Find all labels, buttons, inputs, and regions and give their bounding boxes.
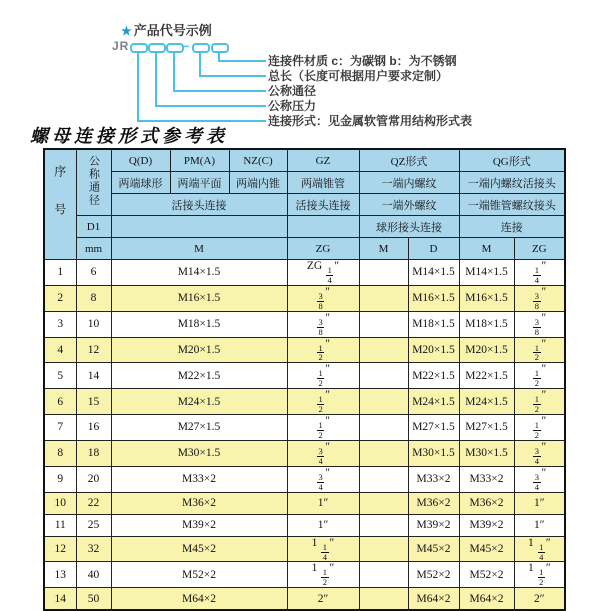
table-row [44, 389, 565, 415]
cell-qz-m [359, 260, 408, 286]
cell-m: M20×1.5 [111, 337, 287, 363]
cell-qg-m: M45×2 [459, 536, 514, 562]
cell-qz-d: M24×1.5 [408, 389, 459, 415]
cell-gz: 1 $\frac{1}{2}$ ″ [287, 562, 359, 588]
header-gz-conn: 活接头连接 [287, 194, 359, 216]
cell-qg-m: M20×1.5 [459, 337, 514, 363]
cell-m: M18×1.5 [111, 311, 287, 337]
cell-qg-zg: 2″ [514, 588, 565, 611]
cell-dn: 6 [76, 260, 111, 286]
cell-gz: $\frac{1}{2}$ ″ [287, 337, 359, 363]
cell-no: 9 [44, 466, 76, 492]
cell-no: 8 [44, 440, 76, 466]
cell-qg-m: M36×2 [459, 492, 514, 514]
cell-qz-m [359, 389, 408, 415]
cell-qz-m [359, 285, 408, 311]
header-pm-sub: 两端平面 [170, 172, 229, 194]
code-box-1 [130, 43, 148, 53]
label-total-length: 总长（长度可根据用户要求定制） [268, 69, 449, 83]
cell-m: M24×1.5 [111, 389, 287, 415]
cell-m: M22×1.5 [111, 363, 287, 389]
cell-dn: 15 [76, 389, 111, 415]
cell-no: 13 [44, 562, 76, 588]
header-qz: QZ形式 [359, 149, 459, 172]
cell-qg-m: M39×2 [459, 514, 514, 536]
cell-no: 14 [44, 588, 76, 611]
table-row [44, 466, 565, 492]
cell-qz-m [359, 415, 408, 441]
cell-qg-m: M64×2 [459, 588, 514, 611]
diagram-title [121, 20, 212, 39]
cell-no: 1 [44, 260, 76, 286]
cell-m: M16×1.5 [111, 285, 287, 311]
cell-no: 10 [44, 492, 76, 514]
cell-qz-d: M18×1.5 [408, 311, 459, 337]
header-gz: GZ [287, 149, 359, 172]
table-row [44, 514, 565, 536]
cell-qz-m [359, 337, 408, 363]
connector-line [155, 51, 157, 107]
table-title: 螺母连接形式参考表 [30, 126, 228, 146]
cell-qg-zg: $\frac{1}{4}$ ″ [514, 260, 565, 286]
cell-qg-zg: $\frac{1}{2}$ ″ [514, 415, 565, 441]
table-row [44, 285, 565, 311]
cell-m: M33×2 [111, 466, 287, 492]
header-d1: D1 [76, 216, 111, 238]
cell-no: 2 [44, 285, 76, 311]
cell-qg-m: M24×1.5 [459, 389, 514, 415]
table-row [44, 440, 565, 466]
cell-dn: 14 [76, 363, 111, 389]
cell-qg-zg: 1 $\frac{1}{4}$ ″ [514, 536, 565, 562]
cell-qz-d: M45×2 [408, 536, 459, 562]
cell-qz-m [359, 440, 408, 466]
cell-dn: 16 [76, 415, 111, 441]
cell-gz: 1 $\frac{1}{4}$ ″ [287, 536, 359, 562]
table-header [44, 149, 565, 260]
cell-qz-d: M22×1.5 [408, 363, 459, 389]
cell-qg-m: M22×1.5 [459, 363, 514, 389]
cell-gz: 2″ [287, 588, 359, 611]
header-qz-conn: 球形接头连接 [359, 216, 459, 238]
header-qz-d: D [408, 238, 459, 260]
cell-qg-m: M27×1.5 [459, 415, 514, 441]
header-nz: NZ(C) [229, 149, 287, 172]
header-mm: mm [76, 238, 111, 260]
cell-dn: 50 [76, 588, 111, 611]
cell-m: M30×1.5 [111, 440, 287, 466]
code-box-4 [192, 43, 210, 53]
cell-qz-d: M33×2 [408, 466, 459, 492]
header-qg-conn: 连接 [459, 216, 565, 238]
header-seq [44, 149, 76, 260]
label-connection-form: 连接形式：见金属软管常用结构形式表 [268, 114, 473, 128]
cell-qg-zg: $\frac{3}{4}$ ″ [514, 466, 565, 492]
table-row [44, 311, 565, 337]
cell-qg-zg: 1″ [514, 492, 565, 514]
code-prefix: JR [112, 39, 130, 53]
label-nominal-pressure: 公称压力 [268, 99, 317, 113]
cell-qz-m [359, 311, 408, 337]
star-icon: ★ [121, 24, 132, 38]
nut-connection-table [43, 148, 566, 611]
cell-no: 5 [44, 363, 76, 389]
connector-line [137, 51, 139, 122]
cell-dn: 20 [76, 466, 111, 492]
connector-line [173, 90, 266, 92]
cell-qg-m: M16×1.5 [459, 285, 514, 311]
cell-qz-d: M16×1.5 [408, 285, 459, 311]
header-empty-gz [287, 216, 359, 238]
connector-line [173, 51, 175, 92]
table-row [44, 363, 565, 389]
cell-qg-zg: $\frac{3}{4}$ ″ [514, 440, 565, 466]
cell-qg-m: M33×2 [459, 466, 514, 492]
cell-no: 6 [44, 389, 76, 415]
cell-gz: $\frac{3}{8}$ ″ [287, 285, 359, 311]
cell-qz-d: M52×2 [408, 562, 459, 588]
table-row [44, 415, 565, 441]
label-material: 连接件材质 c：为碳钢 b：为不锈钢 [268, 54, 457, 68]
cell-qz-d: M39×2 [408, 514, 459, 536]
cell-no: 3 [44, 311, 76, 337]
code-box-2 [148, 43, 166, 53]
code-box-5 [211, 43, 229, 53]
cell-qz-d: M20×1.5 [408, 337, 459, 363]
cell-qz-m [359, 514, 408, 536]
table-row [44, 492, 565, 514]
cell-dn: 32 [76, 536, 111, 562]
cell-dn: 25 [76, 514, 111, 536]
header-qg-m: M [459, 238, 514, 260]
header-qg-sub2: 一端锥管螺纹接头 [459, 194, 565, 216]
cell-dn: 10 [76, 311, 111, 337]
table-row [44, 562, 565, 588]
cell-qg-m: M30×1.5 [459, 440, 514, 466]
header-dn [76, 149, 111, 216]
cell-qg-m: M52×2 [459, 562, 514, 588]
header-qg-zg: ZG [514, 238, 565, 260]
table-row [44, 260, 565, 286]
cell-gz: 1″ [287, 492, 359, 514]
cell-qg-zg: $\frac{1}{2}$ ″ [514, 337, 565, 363]
header-q: Q(D) [111, 149, 170, 172]
header-zg: ZG [287, 238, 359, 260]
header-qz-sub1: 一端内螺纹 [359, 172, 459, 194]
cell-qz-d: M27×1.5 [408, 415, 459, 441]
cell-qg-zg: $\frac{3}{8}$ ″ [514, 311, 565, 337]
cell-dn: 12 [76, 337, 111, 363]
cell-qz-m [359, 466, 408, 492]
diagram-title-text: 产品代号示例 [133, 23, 212, 38]
header-empty-left [111, 216, 287, 238]
table-row [44, 588, 565, 611]
cell-qz-d: M30×1.5 [408, 440, 459, 466]
header-union-conn: 活接头连接 [111, 194, 287, 216]
cell-qz-d: M14×1.5 [408, 260, 459, 286]
cell-gz: $\frac{1}{2}$ ″ [287, 389, 359, 415]
header-seq-text: 序号 [52, 165, 67, 241]
cell-no: 12 [44, 536, 76, 562]
header-dn-text: 公称通径 [87, 155, 100, 207]
cell-dn: 40 [76, 562, 111, 588]
cell-qg-zg: 1 $\frac{1}{2}$ ″ [514, 562, 565, 588]
table-row [44, 536, 565, 562]
cell-qg-zg: $\frac{3}{8}$ ″ [514, 285, 565, 311]
header-gz-sub: 两端锥管 [287, 172, 359, 194]
cell-m: M39×2 [111, 514, 287, 536]
cell-m: M45×2 [111, 536, 287, 562]
label-nominal-diameter: 公称通径 [268, 84, 317, 98]
cell-qg-zg: $\frac{1}{2}$ ″ [514, 363, 565, 389]
cell-qz-m [359, 363, 408, 389]
cell-qz-m [359, 536, 408, 562]
cell-qz-m [359, 492, 408, 514]
cell-dn: 18 [76, 440, 111, 466]
cell-gz: ZG $\frac{1}{4}$ ″ [287, 260, 359, 286]
cell-gz: $\frac{3}{4}$ ″ [287, 466, 359, 492]
header-m: M [111, 238, 287, 260]
connector-line [155, 105, 266, 107]
cell-qz-d: M36×2 [408, 492, 459, 514]
header-qg-sub1: 一端内螺纹活接头 [459, 172, 565, 194]
cell-no: 7 [44, 415, 76, 441]
cell-gz: 1″ [287, 514, 359, 536]
cell-m: M36×2 [111, 492, 287, 514]
cell-qz-m [359, 562, 408, 588]
cell-m: M52×2 [111, 562, 287, 588]
cell-gz: $\frac{1}{2}$ ″ [287, 415, 359, 441]
cell-qg-zg: 1″ [514, 514, 565, 536]
cell-no: 11 [44, 514, 76, 536]
table-body [44, 260, 565, 611]
cell-gz: $\frac{3}{8}$ ″ [287, 311, 359, 337]
cell-qg-m: M14×1.5 [459, 260, 514, 286]
cell-no: 4 [44, 337, 76, 363]
cell-m: M14×1.5 [111, 260, 287, 286]
header-q-sub: 两端球形 [111, 172, 170, 194]
code-dash: – [182, 38, 190, 53]
cell-m: M27×1.5 [111, 415, 287, 441]
header-qg: QG形式 [459, 149, 565, 172]
cell-gz: $\frac{3}{4}$ ″ [287, 440, 359, 466]
cell-dn: 8 [76, 285, 111, 311]
table-row [44, 337, 565, 363]
cell-m: M64×2 [111, 588, 287, 611]
cell-qg-m: M18×1.5 [459, 311, 514, 337]
cell-qg-zg: $\frac{1}{2}$ ″ [514, 389, 565, 415]
connector-line [199, 51, 201, 77]
cell-qz-m [359, 588, 408, 611]
header-qz-sub2: 一端外螺纹 [359, 194, 459, 216]
header-pm: PM(A) [170, 149, 229, 172]
header-qz-m: M [359, 238, 408, 260]
header-nz-sub: 两端内锥 [229, 172, 287, 194]
connector-line [218, 60, 266, 62]
connector-line [199, 75, 266, 77]
cell-gz: $\frac{1}{2}$ ″ [287, 363, 359, 389]
cell-dn: 22 [76, 492, 111, 514]
cell-qz-d: M64×2 [408, 588, 459, 611]
